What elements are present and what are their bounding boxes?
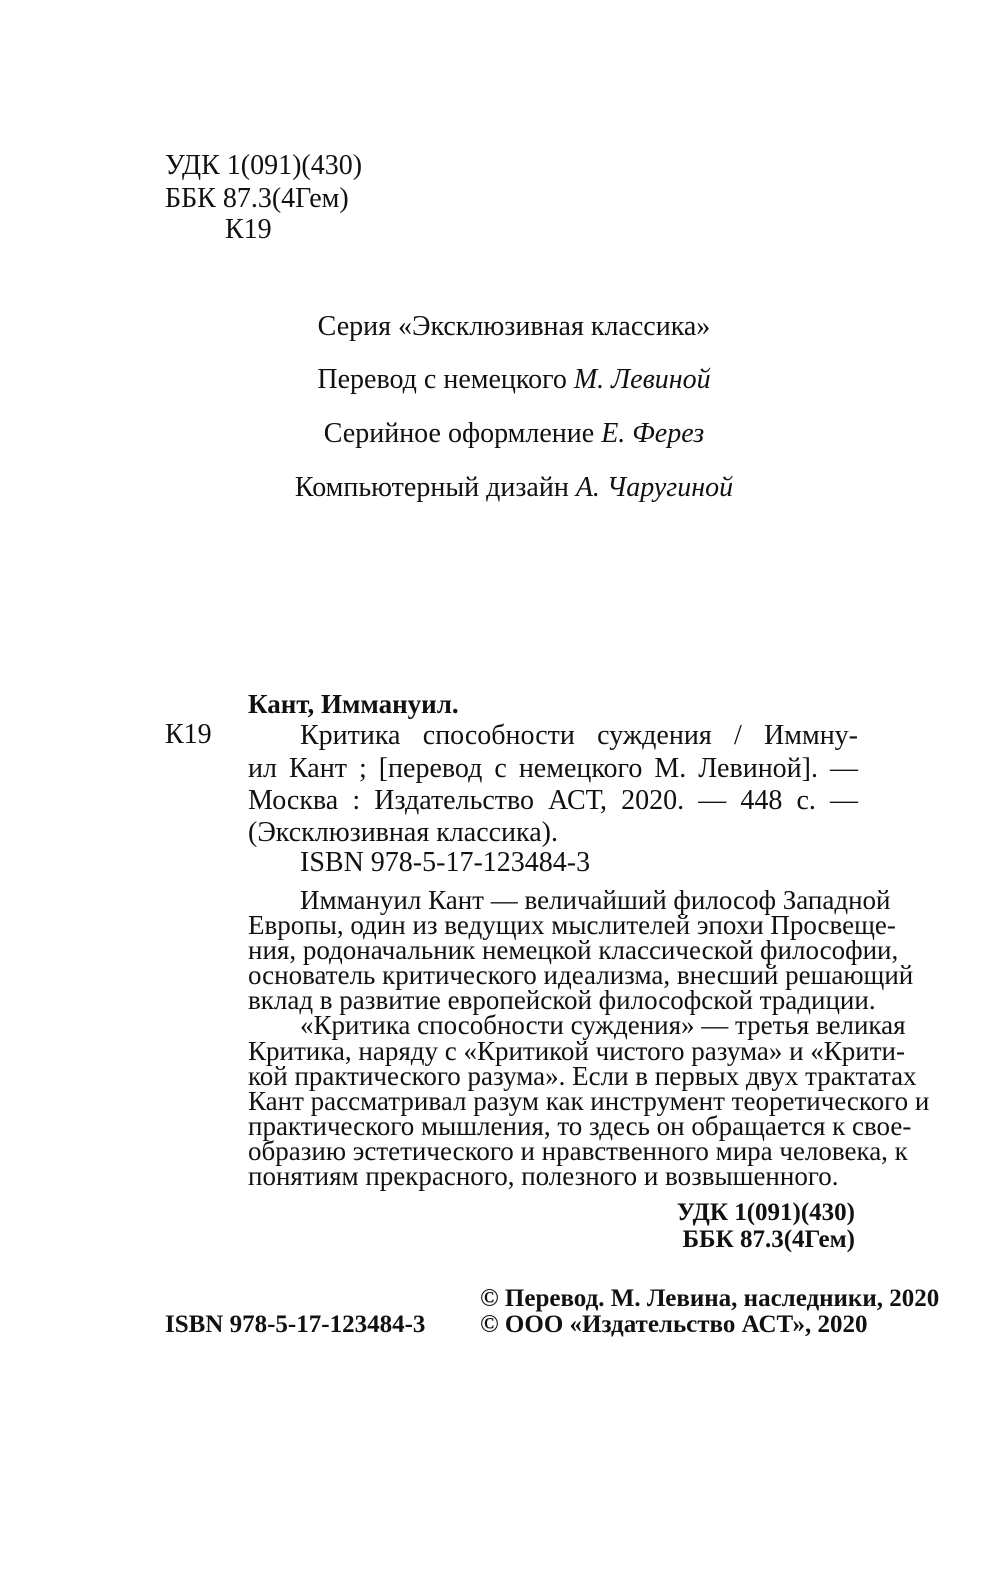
annotation-line: ния, родоначальник немецкой классической философии, bbox=[248, 935, 899, 965]
computer-design-line bbox=[200, 472, 828, 504]
design-line bbox=[200, 418, 828, 450]
translation-label: Перевод с немецкого bbox=[317, 364, 574, 395]
computer-designer-name: А. Чаругиной bbox=[575, 472, 734, 503]
isbn-catalog: ISBN 978-5-17-123484-3 bbox=[300, 847, 591, 878]
annotation-line: основатель критического идеализма, внесший решающий bbox=[248, 960, 914, 990]
annotation-line: Кант рассматривал разум как инструмент теоретического и bbox=[248, 1086, 930, 1116]
udk-bottom: УДК 1(091)(430) bbox=[676, 1199, 855, 1226]
bbk-bottom: ББК 87.3(4Гем) bbox=[682, 1226, 855, 1253]
bbk-top: ББК 87.3(4Гем) bbox=[165, 183, 349, 214]
udk-top: УДК 1(091)(430) bbox=[165, 150, 363, 181]
author-heading: Кант, Иммануил. bbox=[248, 689, 459, 719]
annotation-line: «Критика способности суждения» — третья великая bbox=[300, 1010, 906, 1040]
annotation-line: понятиям прекрасного, полезного и возвышенного. bbox=[248, 1161, 839, 1191]
annotation-line: вклад в развитие европейской философской традиции. bbox=[248, 985, 876, 1015]
annotation-line: кой практического разума». Если в первых двух трактатах bbox=[248, 1061, 917, 1091]
annotation-line: практического мышления, то здесь он обращается к свое- bbox=[248, 1111, 912, 1141]
description-line: ил Кант ; [перевод с немецкого М. Левиной]. — bbox=[248, 753, 858, 784]
designer-name: Е. Ферез bbox=[601, 418, 705, 449]
author-sign-top: К19 bbox=[225, 214, 272, 245]
series-text: Серия «Эксклюзивная классика» bbox=[317, 311, 711, 342]
computer-design-label: Компьютерный дизайн bbox=[294, 472, 576, 503]
description-line: (Эксклюзивная классика). bbox=[248, 817, 558, 848]
description-line: Москва : Издательство АСТ, 2020. — 448 с. — bbox=[248, 785, 858, 816]
series-line bbox=[200, 311, 828, 343]
author-sign-catalog: К19 bbox=[165, 719, 212, 750]
design-label: Серийное оформление bbox=[323, 418, 602, 449]
translation-line bbox=[200, 364, 828, 396]
description-line: Критика способности суждения / Иммну- bbox=[300, 720, 858, 751]
annotation-line: Иммануил Кант — величайший философ Западной bbox=[300, 885, 891, 915]
translator-name: М. Левиной bbox=[573, 364, 711, 395]
copyright-publisher: © ООО «Издательство АСТ», 2020 bbox=[480, 1311, 868, 1338]
annotation-line: Европы, один из ведущих мыслителей эпохи Просвеще- bbox=[248, 910, 896, 940]
annotation-line: Критика, наряду с «Критикой чистого разума» и «Крити- bbox=[248, 1036, 905, 1066]
annotation-line: образию эстетического и нравственного мира человека, к bbox=[248, 1136, 908, 1166]
copyright-translation: © Перевод. М. Левина, наследники, 2020 bbox=[480, 1285, 940, 1312]
isbn-footer: ISBN 978-5-17-123484-3 bbox=[165, 1311, 426, 1338]
